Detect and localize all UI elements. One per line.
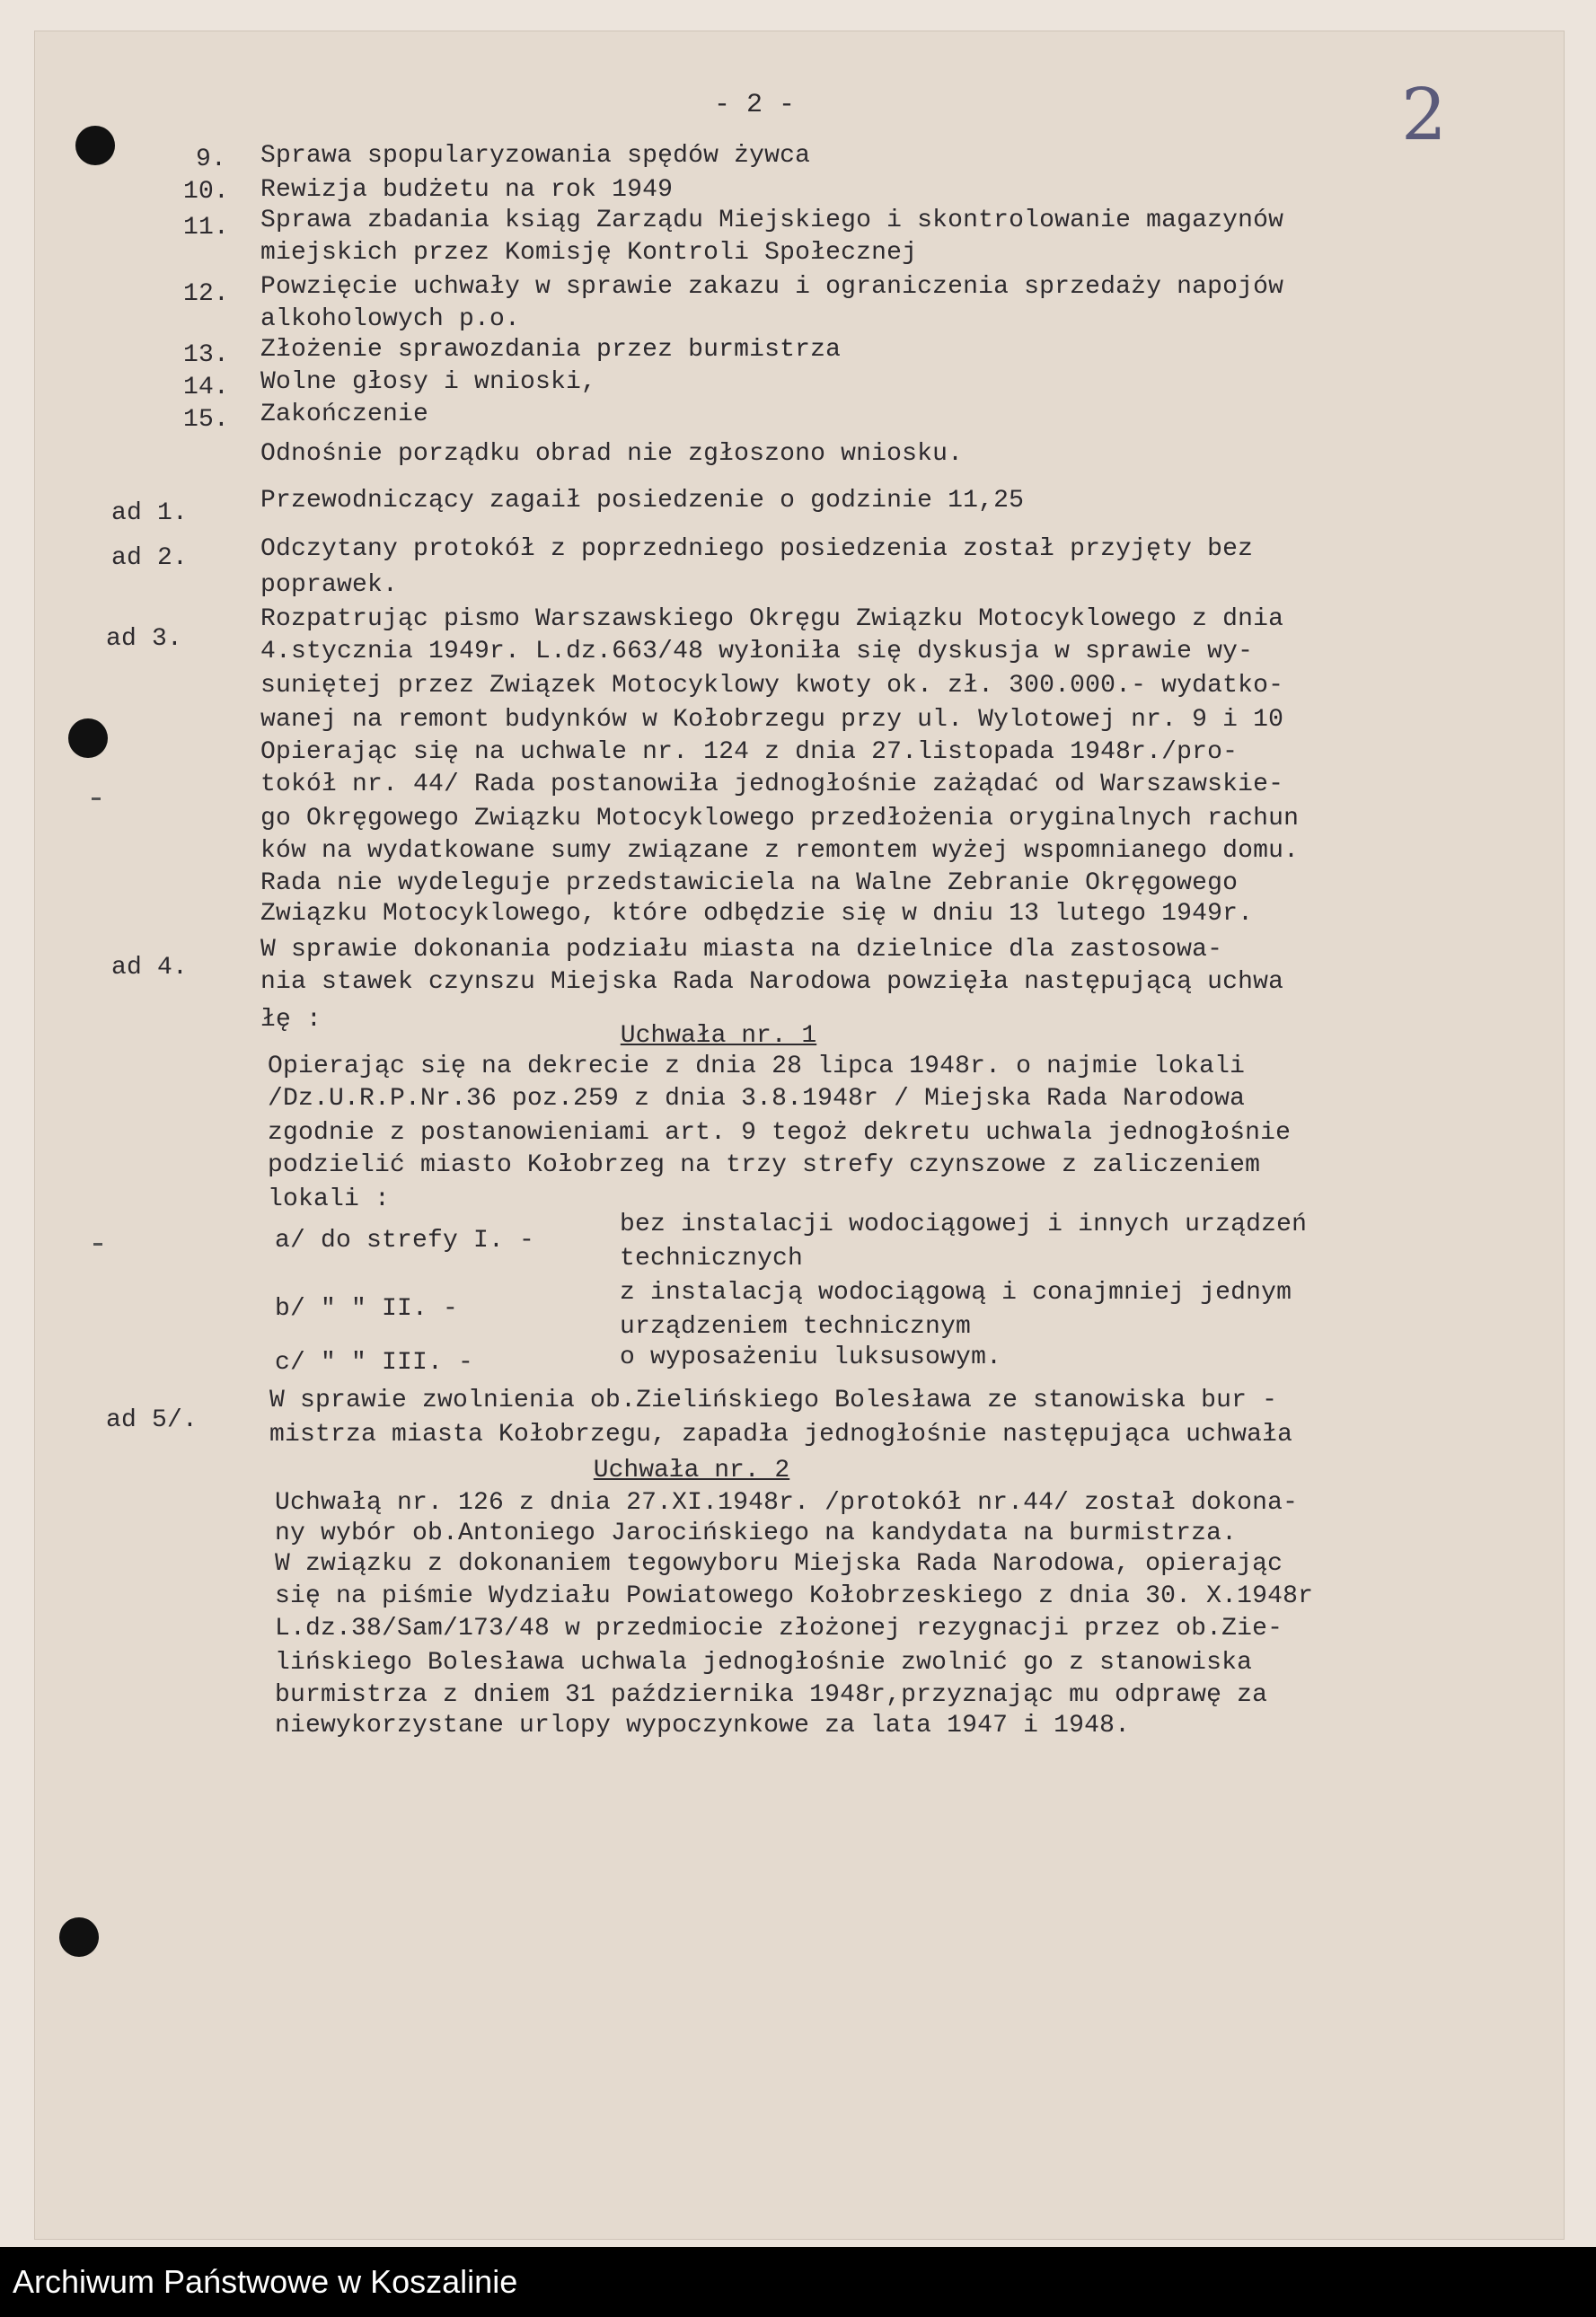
section-line: Opierając się na uchwale nr. 124 z dnia 27.listopada 1948r./pro-: [260, 738, 1239, 766]
zone-description: bez instalacji wodociągowej i innych urządzeń: [620, 1211, 1308, 1238]
section-line: Rada nie wydeleguje przedstawiciela na Walne Zebranie Okręgowego: [260, 869, 1239, 897]
section-line: mistrza miasta Kołobrzegu, zapadła jednogłośnie następująca uchwała: [269, 1421, 1293, 1449]
resolution-title-2: Uchwała nr. 2: [593, 1457, 790, 1484]
agenda-item-text: Zakończenie: [260, 401, 429, 428]
zone-description: z instalacją wodociągową i conajmniej jednym: [620, 1279, 1292, 1307]
resolution-line: lińskiego Bolesława uchwala jednogłośnie zwolnić go z stanowiska: [275, 1649, 1253, 1677]
agenda-item-text: Wolne głosy i wnioski,: [260, 368, 597, 396]
zone-description: urządzeniem technicznym: [620, 1313, 972, 1341]
section-line: ków na wydatkowane sumy związane z remontem wyżej wspomnianego domu.: [260, 837, 1300, 865]
zone-prefix: b/ " " II. -: [275, 1295, 459, 1323]
section-line: wanej na remont budynków w Kołobrzegu przy ul. Wylotowej nr. 9 i 10: [260, 706, 1284, 734]
section-line: nia stawek czynszu Miejska Rada Narodowa powzięła następującą uchwa: [260, 968, 1284, 996]
section-line: łę :: [260, 1006, 322, 1034]
agenda-item-number: 14.: [183, 374, 230, 401]
agenda-item-text: Złożenie sprawozdania przez burmistrza: [260, 336, 842, 364]
resolution-line: L.dz.38/Sam/173/48 w przedmiocie złożonej rezygnacji przez ob.Zie-: [275, 1615, 1283, 1643]
section-line: Przewodniczący zagaił posiedzenie o godzinie 11,25: [260, 487, 1025, 515]
archive-name: Archiwum Państwowe w Koszalinie: [13, 2263, 518, 2300]
agenda-item-number: 12.: [183, 280, 230, 308]
section-line: 4.stycznia 1949r. L.dz.663/48 wyłoniła się dyskusja w sprawie wy-: [260, 638, 1254, 665]
section-line: go Okręgowego Związku Motocyklowego przedłożenia oryginalnych rachun: [260, 805, 1300, 833]
punch-hole-middle: [68, 718, 108, 758]
punch-hole-bottom: [59, 1917, 99, 1957]
handwritten-page-number: 2: [1401, 73, 1447, 156]
agenda-item-text: Sprawa spopularyzowania spędów żywca: [260, 142, 811, 170]
resolution-line: burmistrza z dniem 31 października 1948r,przyznając mu odprawę za: [275, 1681, 1268, 1709]
agenda-item-number: 11.: [183, 214, 230, 242]
agenda-item-number: 13.: [183, 341, 230, 369]
resolution-line: się na piśmie Wydziału Powiatowego Kołobrzeskiego z dnia 30. X.1948r: [275, 1582, 1314, 1610]
section-line: tokół nr. 44/ Rada postanowiła jednogłośnie zażądać od Warszawskie-: [260, 771, 1284, 798]
section-label-ad3: ad 3.: [106, 625, 183, 653]
section-line: Związku Motocyklowego, które odbędzie się w dniu 13 lutego 1949r.: [260, 900, 1254, 928]
resolution-line: zgodnie z postanowieniami art. 9 tegoż dekretu uchwala jednogłośnie: [268, 1119, 1292, 1147]
page-number: - 2 -: [713, 90, 795, 120]
resolution-line: podzielić miasto Kołobrzeg na trzy strefy czynszowe z zaliczeniem: [268, 1151, 1261, 1179]
archive-footer-bar: [0, 2247, 1596, 2317]
section-line: Rozpatrując pismo Warszawskiego Okręgu Związku Motocyklowego z dnia: [260, 605, 1284, 633]
zone-description: technicznych: [620, 1245, 804, 1273]
order-note: Odnośnie porządku obrad nie zgłoszono wniosku.: [260, 440, 964, 468]
agenda-item-text: Powzięcie uchwały w sprawie zakazu i ograniczenia sprzedaży napojów: [260, 273, 1284, 301]
zone-prefix: c/ " " III. -: [275, 1349, 474, 1377]
margin-mark: [93, 1243, 102, 1246]
section-label-ad1: ad 1.: [111, 499, 189, 527]
zone-prefix: a/ do strefy I. -: [275, 1227, 535, 1255]
agenda-item-number: 9.: [196, 145, 227, 173]
section-label-ad4: ad 4.: [111, 954, 189, 982]
agenda-item-text: alkoholowych p.o.: [260, 305, 521, 333]
resolution-line: W związku z dokonaniem tegowyboru Miejska Rada Narodowa, opierając: [275, 1550, 1283, 1578]
margin-mark: [92, 797, 101, 800]
section-label-ad2: ad 2.: [111, 544, 189, 572]
resolution-title-1: Uchwała nr. 1: [620, 1022, 817, 1050]
section-line: W sprawie dokonania podziału miasta na dzielnice dla zastosowa-: [260, 936, 1223, 964]
agenda-item-text: miejskich przez Komisję Kontroli Społecznej: [260, 239, 918, 267]
section-label-ad5: ad 5/.: [106, 1406, 198, 1434]
resolution-line: /Dz.U.R.P.Nr.36 poz.259 z dnia 3.8.1948r / Miejska Rada Narodowa: [268, 1085, 1246, 1113]
section-line: suniętej przez Związek Motocyklowy kwoty ok. zł. 300.000.- wydatko-: [260, 672, 1284, 700]
section-line: W sprawie zwolnienia ob.Zielińskiego Bolesława ze stanowiska bur -: [269, 1387, 1278, 1414]
section-line: poprawek.: [260, 571, 399, 599]
agenda-item-text: Rewizja budżetu na rok 1949: [260, 176, 674, 204]
resolution-line: niewykorzystane urlopy wypoczynkowe za lata 1947 i 1948.: [275, 1712, 1131, 1740]
agenda-item-text: Sprawa zbadania ksiąg Zarządu Miejskiego i skontrolowanie magazynów: [260, 207, 1284, 234]
resolution-line: ny wybór ob.Antoniego Jarocińskiego na kandydata na burmistrza.: [275, 1520, 1238, 1547]
section-line: Odczytany protokół z poprzedniego posiedzenia został przyjęty bez: [260, 535, 1254, 563]
zone-description: o wyposażeniu luksusowym.: [620, 1344, 1002, 1371]
punch-hole-top: [75, 126, 115, 165]
resolution-line: Opierając się na dekrecie z dnia 28 lipca 1948r. o najmie lokali: [268, 1053, 1246, 1080]
resolution-line: Uchwałą nr. 126 z dnia 27.XI.1948r. /protokół nr.44/ został dokona-: [275, 1489, 1299, 1517]
resolution-line: lokali :: [268, 1185, 391, 1213]
agenda-item-number: 10.: [183, 178, 230, 206]
agenda-item-number: 15.: [183, 406, 230, 434]
